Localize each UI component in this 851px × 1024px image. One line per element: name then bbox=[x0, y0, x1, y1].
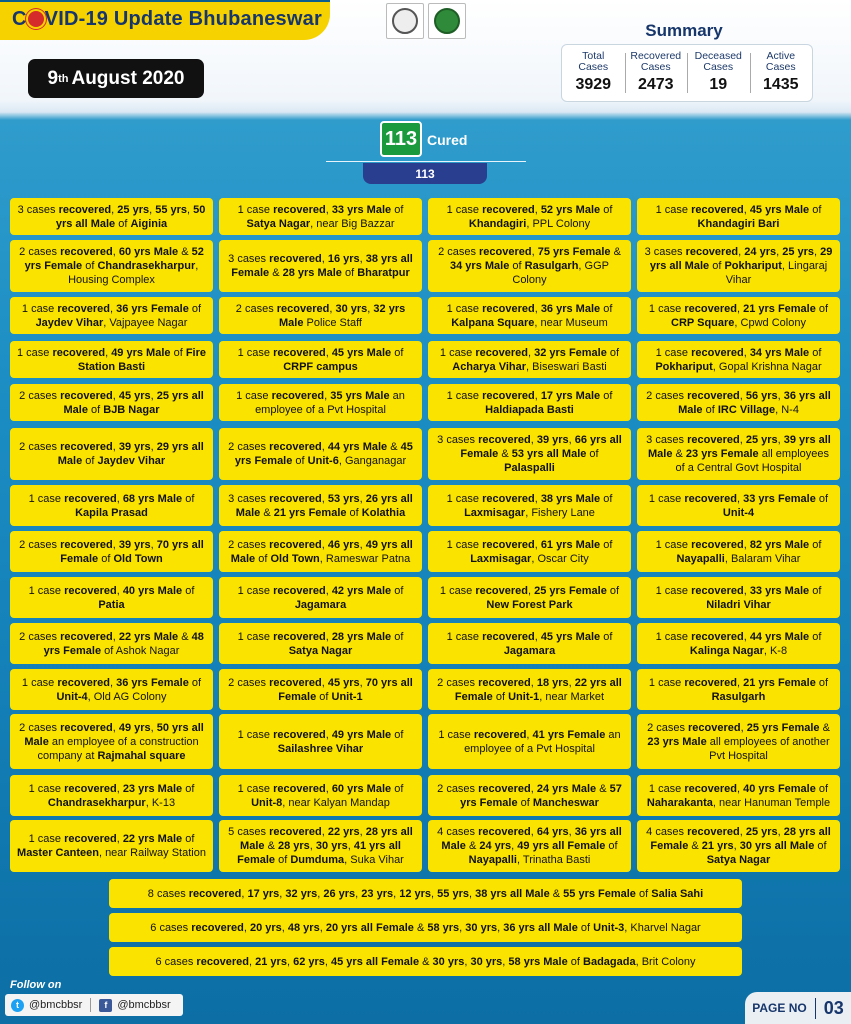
case-card: 4 cases recovered, 64 yrs, 36 yrs all Male & 24 yrs, 49 yrs all Female of Nayapalli, Trinatha Basti bbox=[428, 820, 631, 872]
case-card: 2 cases recovered, 46 yrs, 49 yrs all Male of Old Town, Rameswar Patna bbox=[219, 531, 422, 572]
follow-label: Follow on bbox=[10, 979, 62, 991]
case-card: 2 cases recovered, 25 yrs Female & 23 yrs Male all employees of another Pvt Hospital bbox=[637, 714, 840, 769]
summary-panel bbox=[561, 44, 813, 102]
case-card: 2 cases recovered, 39 yrs, 29 yrs all Male of Jaydev Vihar bbox=[10, 428, 213, 480]
case-card: 2 cases recovered, 75 yrs Female & 34 yrs Male of Rasulgarh, GGP Colony bbox=[428, 240, 631, 292]
case-card: 1 case recovered, 36 yrs Female of Jaydev Vihar, Vajpayee Nagar bbox=[10, 297, 213, 334]
case-card: 3 cases recovered, 25 yrs, 39 yrs all Male & 23 yrs Female all employees of a Central Govt Hospital bbox=[637, 428, 840, 480]
page-number-box bbox=[745, 992, 851, 1024]
separator bbox=[90, 998, 91, 1012]
case-card: 1 case recovered, 45 yrs Male of Jagamara bbox=[428, 623, 631, 664]
virus-icon bbox=[28, 11, 44, 27]
case-card: 4 cases recovered, 25 yrs, 28 yrs all Female & 21 yrs, 30 yrs all Male of Satya Nagar bbox=[637, 820, 840, 872]
case-card-wide: 8 cases recovered, 17 yrs, 32 yrs, 26 yrs, 23 yrs, 12 yrs, 55 yrs, 38 yrs all Male & 55 yrs Female of Salia Sahi bbox=[109, 879, 742, 908]
case-card: 1 case recovered, 68 yrs Male of Kapila Prasad bbox=[10, 485, 213, 526]
facebook-handle[interactable]: @bmcbbsr bbox=[117, 999, 171, 1011]
summary-active: Active Cases 1435 bbox=[750, 45, 813, 101]
case-card: 3 cases recovered, 39 yrs, 66 yrs all Female & 53 yrs all Male of Palaspalli bbox=[428, 428, 631, 480]
summary-title: Summary bbox=[645, 21, 723, 40]
case-card: 3 cases recovered, 24 yrs, 25 yrs, 29 yrs all Male of Pokhariput, Lingaraj Vihar bbox=[637, 240, 840, 292]
case-card: 1 case recovered, 49 yrs Male of Fire Station Basti bbox=[10, 341, 213, 378]
case-card: 1 case recovered, 82 yrs Male of Nayapalli, Balaram Vihar bbox=[637, 531, 840, 572]
divider bbox=[326, 161, 526, 162]
cured-label: Cured bbox=[427, 132, 468, 148]
case-card: 1 case recovered, 42 yrs Male of Jagamara bbox=[219, 577, 422, 618]
case-card: 1 case recovered, 22 yrs Male of Master Canteen, near Railway Station bbox=[10, 820, 213, 872]
case-card: 1 case recovered, 52 yrs Male of Khandagiri, PPL Colony bbox=[428, 198, 631, 235]
case-card: 1 case recovered, 35 yrs Male an employee of a Pvt Hospital bbox=[219, 384, 422, 421]
case-card: 2 cases recovered, 49 yrs, 50 yrs all Male an employee of a construction company at Rajmahal square bbox=[10, 714, 213, 769]
social-bar bbox=[5, 994, 183, 1016]
case-card: 1 case recovered, 40 yrs Female of Naharakanta, near Hanuman Temple bbox=[637, 775, 840, 816]
case-card: 5 cases recovered, 22 yrs, 28 yrs all Male & 28 yrs, 30 yrs, 41 yrs all Female of Dumduma, Suka Vihar bbox=[219, 820, 422, 872]
case-card: 1 case recovered, 33 yrs Male of Niladri Vihar bbox=[637, 577, 840, 618]
twitter-icon[interactable]: t bbox=[11, 999, 24, 1012]
cured-total-pill: 113 bbox=[363, 163, 487, 184]
case-card: 3 cases recovered, 53 yrs, 26 yrs all Male & 21 yrs Female of Kolathia bbox=[219, 485, 422, 526]
case-card: 2 cases recovered, 18 yrs, 22 yrs all Female of Unit-1, near Market bbox=[428, 669, 631, 710]
case-card: 2 cases recovered, 24 yrs Male & 57 yrs Female of Mancheswar bbox=[428, 775, 631, 816]
twitter-handle[interactable]: @bmcbbsr bbox=[29, 999, 83, 1011]
case-card: 1 case recovered, 40 yrs Male of Patia bbox=[10, 577, 213, 618]
summary-deceased: Deceased Cases 19 bbox=[687, 45, 750, 101]
bmc-logo bbox=[428, 3, 466, 39]
case-card: 1 case recovered, 36 yrs Male of Kalpana Square, near Museum bbox=[428, 297, 631, 334]
case-card: 1 case recovered, 21 yrs Female of CRP Square, Cpwd Colony bbox=[637, 297, 840, 334]
case-card: 2 cases recovered, 44 yrs Male & 45 yrs Female of Unit-6, Ganganagar bbox=[219, 428, 422, 480]
cured-count-badge: 113 bbox=[380, 121, 422, 157]
summary-recovered: Recovered Cases 2473 bbox=[625, 45, 688, 101]
page-label: PAGE NO bbox=[752, 1001, 807, 1015]
case-card: 1 case recovered, 60 yrs Male of Unit-8, near Kalyan Mandap bbox=[219, 775, 422, 816]
date-badge: 9 th August 2020 bbox=[28, 59, 204, 98]
case-card: 3 cases recovered, 16 yrs, 38 yrs all Female & 28 yrs Male of Bharatpur bbox=[219, 240, 422, 292]
case-card: 1 case recovered, 33 yrs Male of Satya Nagar, near Big Bazzar bbox=[219, 198, 422, 235]
case-card: 2 cases recovered, 56 yrs, 36 yrs all Male of IRC Village, N-4 bbox=[637, 384, 840, 421]
case-card: 2 cases recovered, 45 yrs, 70 yrs all Female of Unit-1 bbox=[219, 669, 422, 710]
case-card: 1 case recovered, 45 yrs Male of CRPF campus bbox=[219, 341, 422, 378]
case-card: 1 case recovered, 34 yrs Male of Pokhariput, Gopal Krishna Nagar bbox=[637, 341, 840, 378]
case-card: 3 cases recovered, 25 yrs, 55 yrs, 50 yrs all Male of Aiginia bbox=[10, 198, 213, 235]
case-card: 2 cases recovered, 30 yrs, 32 yrs Male Police Staff bbox=[219, 297, 422, 334]
summary-total: Total Cases 3929 bbox=[575, 50, 612, 93]
case-card: 1 case recovered, 32 yrs Female of Acharya Vihar, Biseswari Basti bbox=[428, 341, 631, 378]
case-card: 2 cases recovered, 39 yrs, 70 yrs all Female of Old Town bbox=[10, 531, 213, 572]
case-card: 1 case recovered, 28 yrs Male of Satya Nagar bbox=[219, 623, 422, 664]
case-card: 1 case recovered, 49 yrs Male of Sailashree Vihar bbox=[219, 714, 422, 769]
case-card: 1 case recovered, 17 yrs Male of Haldiapada Basti bbox=[428, 384, 631, 421]
case-card: 1 case recovered, 36 yrs Female of Unit-4, Old AG Colony bbox=[10, 669, 213, 710]
case-card: 1 case recovered, 25 yrs Female of New Forest Park bbox=[428, 577, 631, 618]
case-card: 1 case recovered, 44 yrs Male of Kalinga Nagar, K-8 bbox=[637, 623, 840, 664]
case-card: 1 case recovered, 21 yrs Female of Rasulgarh bbox=[637, 669, 840, 710]
page-number: 03 bbox=[815, 998, 844, 1019]
case-card: 1 case recovered, 33 yrs Female of Unit-4 bbox=[637, 485, 840, 526]
odisha-govt-logo bbox=[386, 3, 424, 39]
case-card: 2 cases recovered, 45 yrs, 25 yrs all Male of BJB Nagar bbox=[10, 384, 213, 421]
header bbox=[0, 0, 851, 112]
page-title: C VID-19 Update Bhubaneswar bbox=[12, 8, 322, 30]
case-card: 1 case recovered, 45 yrs Male of Khandagiri Bari bbox=[637, 198, 840, 235]
case-card: 2 cases recovered, 60 yrs Male & 52 yrs Female of Chandrasekharpur, Housing Complex bbox=[10, 240, 213, 292]
case-card-wide: 6 cases recovered, 20 yrs, 48 yrs, 20 yrs all Female & 58 yrs, 30 yrs, 36 yrs all Male of Unit-3, Kharvel Nagar bbox=[109, 913, 742, 942]
facebook-icon[interactable]: f bbox=[99, 999, 112, 1012]
case-card: 2 cases recovered, 22 yrs Male & 48 yrs Female of Ashok Nagar bbox=[10, 623, 213, 664]
case-card: 1 case recovered, 61 yrs Male of Laxmisagar, Oscar City bbox=[428, 531, 631, 572]
title-banner bbox=[0, 0, 330, 40]
case-card: 1 case recovered, 38 yrs Male of Laxmisagar, Fishery Lane bbox=[428, 485, 631, 526]
case-card: 1 case recovered, 23 yrs Male of Chandrasekharpur, K-13 bbox=[10, 775, 213, 816]
case-card: 1 case recovered, 41 yrs Female an employee of a Pvt Hospital bbox=[428, 714, 631, 769]
case-card-wide: 6 cases recovered, 21 yrs, 62 yrs, 45 yrs all Female & 30 yrs, 30 yrs, 58 yrs Male of Badagada, Brit Colony bbox=[109, 947, 742, 976]
